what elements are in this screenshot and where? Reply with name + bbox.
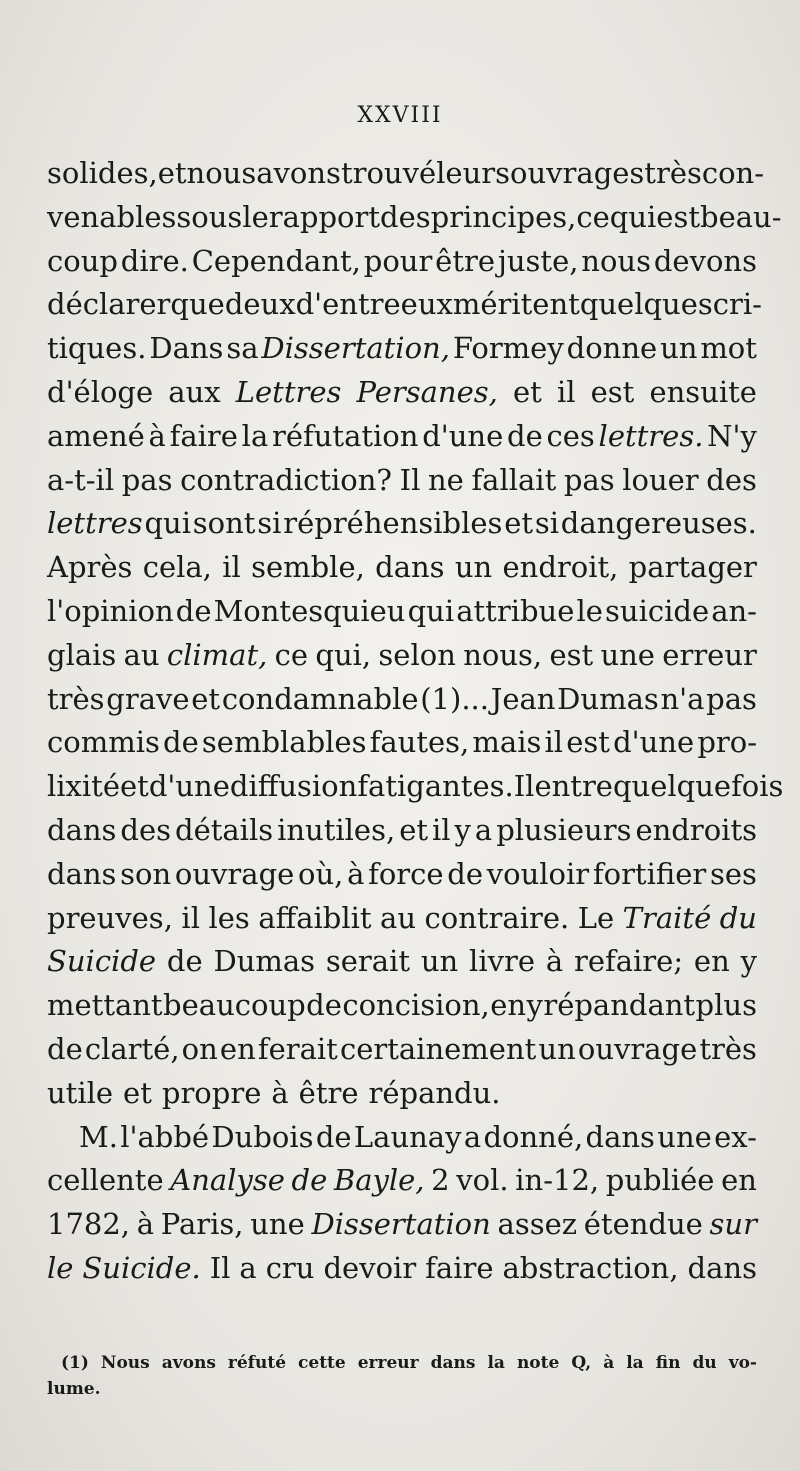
text-word: Suicide. [82, 1250, 201, 1285]
text-word: ouvrage [174, 856, 295, 891]
text-word: sur [709, 1207, 757, 1242]
text-line [47, 634, 757, 678]
text-word: si [534, 506, 559, 541]
footnote-word: note [516, 1353, 560, 1373]
text-word: concision, [342, 988, 490, 1023]
text-word: contraire. [424, 900, 570, 935]
text-line [47, 1159, 757, 1203]
text-word: faire [169, 418, 238, 453]
text-word: publiée [605, 1163, 715, 1198]
text-word: solides, [47, 156, 158, 190]
text-word: très [47, 681, 105, 716]
text-word: fatigantes. [357, 769, 514, 804]
text-word: et [399, 812, 429, 847]
text-word: Le [577, 900, 615, 935]
footnote-word: la [626, 1353, 644, 1373]
text-word: entre [534, 769, 613, 804]
text-word: 2 [431, 1163, 450, 1198]
text-word: vouloir [486, 856, 590, 891]
text-word: un [660, 331, 698, 366]
text-word: Il [209, 1250, 231, 1285]
text-word: Formey [452, 331, 564, 366]
text-word: coup [47, 243, 118, 278]
text-word: devoir [323, 1250, 417, 1285]
text-word: 1782, [47, 1207, 131, 1242]
text-word: donne [566, 331, 658, 366]
text-word: dans [47, 856, 117, 891]
text-word: fallait [471, 462, 557, 497]
text-word: dans [375, 550, 445, 585]
text-word: et [504, 506, 534, 541]
text-word: Jean [490, 681, 556, 716]
text-word: devons [653, 243, 757, 278]
text-word: grave [106, 681, 190, 716]
footnote-word: avons [161, 1353, 216, 1373]
text-word: être [435, 243, 496, 278]
text-line [47, 984, 757, 1028]
text-word: cellente [47, 1163, 164, 1198]
text-word: trouvé [340, 156, 437, 190]
text-line [47, 502, 757, 546]
text-word: endroits [635, 812, 757, 847]
text-word: et [191, 681, 221, 716]
text-word: beau- [700, 199, 782, 234]
text-word: Lettres [235, 374, 342, 409]
text-word: aux [168, 374, 221, 409]
text-word: dans [47, 812, 117, 847]
text-line [47, 371, 757, 415]
text-word: une [250, 1207, 305, 1242]
text-line [47, 327, 757, 371]
text-line [47, 897, 757, 941]
text-word: d'entre [295, 287, 401, 322]
text-line [47, 283, 762, 327]
text-word: le [242, 199, 269, 234]
text-word: fortifier [592, 856, 707, 891]
text-word: rapport [268, 199, 381, 234]
text-word: refaire; [573, 944, 684, 979]
text-word: être [298, 1075, 359, 1110]
text-word: (1)... [420, 681, 489, 716]
text-word: pas [121, 462, 173, 497]
text-word: détails [175, 812, 274, 847]
footnote-word: Q, [571, 1353, 592, 1373]
text-word: à [545, 944, 564, 979]
text-word: est [549, 637, 594, 672]
text-word: nous [186, 156, 257, 190]
text-word: utile [47, 1075, 114, 1110]
text-word: en [219, 1031, 256, 1066]
text-word: lettres. [598, 418, 704, 453]
text-line [47, 459, 757, 503]
text-word: en [721, 1163, 757, 1198]
text-word: Suicide [47, 944, 157, 979]
text-word: Montesquieu [213, 593, 406, 628]
text-word: N'y [707, 418, 757, 453]
text-word: à [347, 856, 365, 891]
text-word: avons [256, 156, 341, 190]
text-word: et [120, 769, 149, 804]
text-word: venables [47, 199, 177, 234]
text-word: de [166, 944, 203, 979]
text-word: qui, [315, 637, 372, 672]
text-word: livre [469, 944, 536, 979]
text-line [47, 590, 757, 634]
text-word: condamnable [221, 681, 419, 716]
text-line [47, 1203, 757, 1247]
text-word: Traité [622, 900, 712, 935]
text-word: l'opinion [47, 593, 174, 628]
text-word: ensuite [649, 374, 757, 409]
text-word: force [368, 856, 444, 891]
text-word: son [120, 856, 172, 891]
text-word: pour [363, 243, 433, 278]
text-word: clarté, [84, 1031, 180, 1066]
text-word: y [526, 988, 543, 1023]
text-line [47, 765, 784, 809]
text-word: climat, [166, 637, 268, 672]
text-word: de [306, 988, 342, 1023]
text-word: selon [378, 637, 456, 672]
text-word: n'a [660, 681, 705, 716]
text-word: pas [706, 681, 757, 716]
text-word: Dubois [211, 1119, 314, 1154]
text-word: des [706, 462, 757, 497]
text-line [47, 1028, 757, 1072]
text-word: étendue [583, 1207, 703, 1242]
text-word: est [566, 725, 610, 760]
text-word: mettant [47, 988, 163, 1023]
text-word: une [600, 637, 655, 672]
footnote-word: lume. [47, 1379, 101, 1399]
text-word: leurs [436, 156, 511, 190]
text-line [47, 853, 757, 897]
text-line [47, 546, 757, 590]
text-word: principes, [430, 199, 577, 234]
footnote-word: dans [430, 1353, 476, 1373]
text-word: endroit, [502, 550, 619, 585]
text-word: et [157, 156, 187, 190]
text-word: erreur [662, 637, 757, 672]
text-word: ses [709, 856, 757, 891]
text-word: diffusion [229, 769, 358, 804]
text-word: très [644, 156, 702, 190]
text-word: et [513, 374, 542, 409]
footnote-word: erreur [357, 1353, 419, 1373]
footnote-word: fin [655, 1353, 681, 1373]
text-word: certainement [339, 1031, 537, 1066]
text-word: Dumas [557, 681, 659, 716]
text-word: du [719, 900, 757, 935]
text-line [47, 1072, 757, 1116]
text-word: Analyse [170, 1163, 285, 1198]
text-word: nous, [463, 637, 543, 672]
text-word: deux [224, 287, 296, 322]
text-word: quelques [579, 287, 713, 322]
text-word: une [657, 1119, 712, 1154]
text-word: donné, [483, 1119, 584, 1154]
text-word: si [257, 506, 282, 541]
text-word: y [454, 812, 471, 847]
text-word: an- [711, 593, 757, 628]
text-word: d'éloge [47, 374, 154, 409]
text-line [47, 196, 782, 240]
text-word: Il [399, 462, 421, 497]
footnote-line [47, 1376, 757, 1402]
text-word: en [490, 988, 527, 1023]
text-word: Persanes, [356, 374, 498, 409]
text-word: con- [701, 156, 765, 190]
text-line [47, 1247, 757, 1291]
text-word: ferait [257, 1031, 338, 1066]
text-word: preuves, [47, 900, 173, 935]
footnote-word: Nous [100, 1353, 150, 1373]
text-word: ce [576, 199, 610, 234]
text-word: répréhensibles [283, 506, 503, 541]
text-word: Dissertation [311, 1207, 491, 1242]
text-word: de [47, 1031, 83, 1066]
text-word: méritent [452, 287, 580, 322]
text-word: Cependant, [191, 243, 361, 278]
text-word: y [740, 944, 757, 979]
text-line [47, 678, 757, 722]
footnote-word: cette [298, 1353, 346, 1373]
text-word: où, [298, 856, 344, 891]
text-word: d'une [422, 418, 504, 453]
text-word: attribue [456, 593, 575, 628]
text-word: faire [425, 1250, 494, 1285]
text-word: le [47, 1250, 74, 1285]
text-word: que [170, 287, 225, 322]
text-word: Dans [149, 331, 224, 366]
text-word: inutiles, [277, 812, 396, 847]
text-word: dans [687, 1250, 757, 1285]
text-word: a [474, 812, 493, 847]
text-line [47, 415, 757, 459]
text-word: un [538, 1031, 576, 1066]
text-word: de [163, 725, 199, 760]
text-word: qui [144, 506, 191, 541]
text-word: des [120, 812, 172, 847]
text-word: il [222, 550, 241, 585]
text-word: ne [427, 462, 464, 497]
text-line [47, 152, 765, 196]
text-word: vol. [456, 1163, 509, 1198]
text-word: contradiction? [180, 462, 392, 497]
text-word: de [447, 856, 484, 891]
text-word: M. [79, 1119, 118, 1154]
text-word: lettres [47, 506, 143, 541]
text-word: un [420, 944, 459, 979]
text-word: cru [265, 1250, 315, 1285]
text-word: ces [546, 418, 595, 453]
footnote-word: (1) [61, 1353, 89, 1373]
text-line [47, 1116, 757, 1160]
text-word: in-12, [515, 1163, 600, 1198]
text-word: affaiblit [258, 900, 372, 935]
text-word: tiques. [47, 331, 147, 366]
text-word: la [241, 418, 269, 453]
text-word: mot [700, 331, 757, 366]
text-word: réfutation [272, 418, 419, 453]
text-word: Dissertation, [261, 331, 450, 366]
text-word: sont [192, 506, 256, 541]
text-word: a-t-il [47, 462, 115, 497]
text-word: dans [585, 1119, 655, 1154]
text-word: suicide [605, 593, 710, 628]
text-word: dire. [120, 243, 189, 278]
text-word: est [656, 199, 700, 234]
text-word: assez [497, 1207, 578, 1242]
text-word: des [380, 199, 431, 234]
text-word: il [181, 900, 200, 935]
text-word: a [239, 1250, 257, 1285]
text-word: déclarer [47, 287, 171, 322]
text-word: nous [581, 243, 651, 278]
text-word: lixité [47, 769, 120, 804]
text-word: commis [47, 725, 160, 760]
text-word: ouvrages [510, 156, 645, 190]
footnote-word: vo- [728, 1353, 757, 1373]
text-word: est [590, 374, 635, 409]
text-word: il [556, 374, 576, 409]
text-word: très [699, 1031, 757, 1066]
text-line [47, 809, 757, 853]
footnote-line [47, 1350, 757, 1376]
text-word: Il [513, 769, 535, 804]
text-word: a [463, 1119, 482, 1154]
text-word: pas [563, 462, 615, 497]
text-word: mais [472, 725, 542, 760]
text-word: de [315, 1119, 352, 1154]
text-word: plus [695, 988, 757, 1023]
text-word: ouvrage [577, 1031, 698, 1066]
text-word: Bayle, [333, 1163, 425, 1198]
text-word: partager [628, 550, 757, 585]
text-word: ex- [714, 1119, 757, 1154]
page-number: XXVIII [357, 103, 443, 128]
body-text [47, 152, 784, 1291]
text-word: qui [609, 199, 657, 234]
text-word: Après [47, 550, 133, 585]
text-word: quelquefois [612, 769, 784, 804]
text-line [47, 721, 757, 765]
text-word: à [148, 418, 166, 453]
text-word: Paris, [160, 1207, 244, 1242]
text-word: au [380, 900, 417, 935]
text-word: d'une [148, 769, 230, 804]
text-word: en [693, 944, 730, 979]
footnote-word: du [692, 1353, 717, 1373]
text-word: qui [407, 593, 455, 628]
text-word: un [454, 550, 493, 585]
text-word: il [544, 725, 564, 760]
text-word: glais [47, 637, 117, 672]
text-word: le [576, 593, 603, 628]
text-word: amené [47, 418, 145, 453]
text-word: sa [226, 331, 259, 366]
text-word: à [271, 1075, 289, 1110]
text-word: juste, [497, 243, 579, 278]
text-word: eux [400, 287, 453, 322]
text-word: louer [622, 462, 699, 497]
text-word: pro- [697, 725, 757, 760]
footnote-word: réfuté [227, 1353, 287, 1373]
text-line [47, 940, 757, 984]
text-word: ce [274, 637, 309, 672]
text-word: les [208, 900, 250, 935]
text-word: au [123, 637, 160, 672]
text-word: Dumas [213, 944, 316, 979]
text-word: cri- [712, 287, 762, 322]
text-word: de [291, 1163, 328, 1198]
footnote [47, 1350, 757, 1402]
text-word: d'une [613, 725, 695, 760]
text-line [47, 240, 757, 284]
text-word: sous [176, 199, 243, 234]
text-word: il [432, 812, 451, 847]
text-word: dangereuses. [560, 506, 757, 541]
text-word: de [175, 593, 212, 628]
text-word: cela, [142, 550, 212, 585]
text-word: propre [161, 1075, 262, 1110]
text-word: répandant [543, 988, 696, 1023]
text-word: répandu. [368, 1075, 501, 1110]
text-word: semblables [201, 725, 367, 760]
text-word: fautes, [369, 725, 470, 760]
text-word: abstraction, [502, 1250, 679, 1285]
text-word: et [123, 1075, 152, 1110]
text-word: Launay [353, 1119, 462, 1154]
text-word: de [507, 418, 543, 453]
text-word: beaucoup [163, 988, 306, 1023]
footnote-word: à [603, 1353, 615, 1373]
footnote-word: la [487, 1353, 505, 1373]
text-word: à [136, 1207, 155, 1242]
text-word: semble, [251, 550, 365, 585]
text-word: plusieurs [496, 812, 632, 847]
text-word: on [181, 1031, 218, 1066]
text-word: l'abbé [120, 1119, 210, 1154]
text-word: serait [325, 944, 411, 979]
